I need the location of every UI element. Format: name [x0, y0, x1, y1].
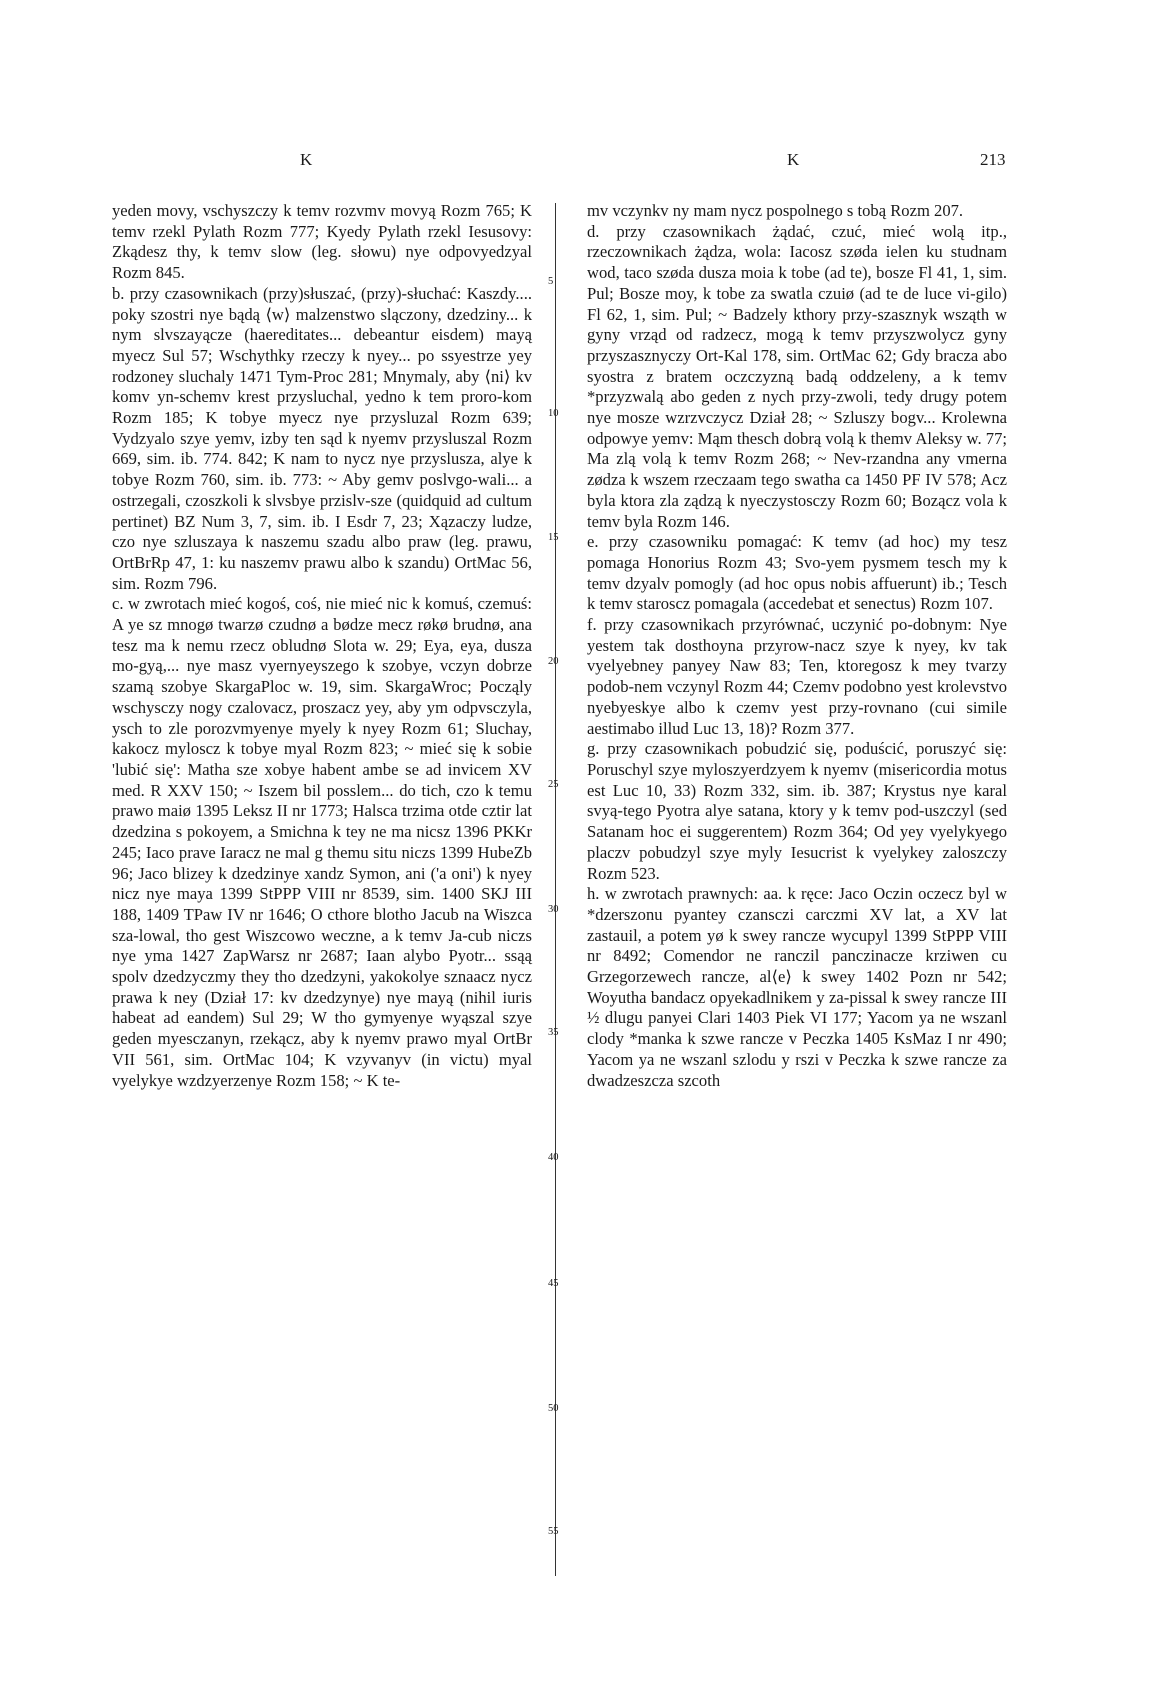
- entry-paragraph: c. w zwrotach mieć kogoś, coś, nie mieć nic k komuś, czemuś: A ye sz mnogø twarzø czudnø a bødze mecz røkø brudnø, ana tesz ma k nemu rzecz obludnø Slota w. 29; Eya, eya, dusza mo-gyą,... nye masz vyernyeyszego k szobye, vczyn dobrze szamą szobye SkargaPloc w. 19, sim. SkargaWroc; Począly wschysczy nogy czalovacz, proszacz yey, aby ym odpvsczyla, ysch to zle porozvmyenye myely k nyey Rozm 61; Sluchay, kakocz myloscz k tobye myal Rozm 823; ~ mieć się k sobie 'lubić się': Matha sze xobye habent ambe se ad invicem XV med. R XXV 150; ~ Iszem bil posslem... do tich, czo k temu prawo maiø 1395 Leksz II nr 1773; Halsca trzima otde cztir lat dzedzina s pokoyem, a Smichna k tey ne ma nicsz 1396 PKKr 245; Iaco prave Iaracz ne mal g themu situ niczs 1399 HubeZb 96; Jaco blizey k dzedzinye xandz Symon, ani ('a oni') k nyey nicz nye maya 1399 StPPP VIII nr 8539, sim. 1400 SKJ III 188, 1409 TPaw IV nr 1646; O cthore blotho Jacub na Wiszca sza-lowal, tho gest Wiszcowo weczne, a k temv Ja-cub niczs nye yma 1427 ZapWarsz nr 2687; Iaan alybo Pyotr... ssąą spolv dzedzyczmy they tho dzedzyni, yakokolye sznaacz nycz prawa k ney (Dział 17: kv dzedzynye) nye mayą (nihil iuris habeat ad eandem) Sul 29; W tho gymyenye wyąszal szye geden myesczanyn, rzekącz, aby k nyemv prawo myal OrtBr VII 561, sim. OrtMac 104; K vzyvanyv (in victu) myal vyelykye wzdzyerzenye Rozm 158; ~ K te-: [112, 594, 532, 1090]
- left-column: [112, 201, 532, 1091]
- line-number: 5: [548, 276, 554, 287]
- entry-paragraph: h. w zwrotach prawnych: aa. k ręce: Jaco Oczin oczecz byl w *dzerszonu pyantey czansczi carczmi XV lat, a XV lat zastauil, a potem yø k swey rancze wycupyl 1399 StPPP VIII nr 8492; Comendor ne ranczil panczinacze krziwen cu Grzegorzewech rancze, al⟨e⟩ k swey 1402 Pozn nr 542; Woyutha bandacz opyekadlnikem y za-pissal k swey rancze III ½ dlugu panyei Clari 1403 Piek VI 177; Yacom ya ne wszanl clody *manka k szwe rancze v Peczka 1405 KsMaz I nr 490; Yacom ya ne wszanl szlodu y rszi v Peczka k szwe rancze za dwadzeszcza szcoth: [587, 884, 1007, 1090]
- page-number: 213: [980, 150, 1006, 169]
- entry-paragraph: b. przy czasownikach (przy)słuszać, (przy)-słuchać: Kaszdy.... poky szostri nye bądą ⟨w⟩ malzenstwo slączony, dzedziny... k nym slvszayącze (haereditates... debeantur eisdem) mayą myecz Sul 57; Wschythky rzeczy k nyey... po ssyestrze yey rodzoney sluchaly 1471 Tym-Proc 281; Mnymaly, aby ⟨ni⟩ kv komv yn-schemv krest przysluchal, yedno k tem proro-kom Rozm 185; K tobye myecz nye przysluzal Rozm 639; Vydzyalo szye yemv, izby ten sąd k nyemv przysluszal Rozm 669, sim. ib. 774. 842; K nam to nycz nye przyslusza, alye k tobye Rozm 760, sim. ib. 773: ~ Aby gemv poslvgo-wali... a ostrzegali, czoszkoli k slvsbye przislv-sze (quidquid ad cultum pertinet) BZ Num 3, 7, sim. ib. I Esdr 7, 23; Xązaczy ludze, czo nye szluszaya k naszemu szadu albo praw (leg. prawu, OrtBrRp 47, 1: ku naszemv prawu albo k szandu) OrtMac 56, sim. Rozm 796.: [112, 283, 532, 593]
- entry-paragraph: g. przy czasownikach pobudzić się, poduścić, poruszyć się: Poruschyl szye myloszyerdzyem k nyemv (misericordia motus est Luc 10, 33) Rozm 332, sim. ib. 387; Krystus nye karal svyą-tego Pyotra alye satana, ktory y k temv pod-uszczyl (sed Satanam hoc ei suggerentem) Rozm 364; Od yey vyelykyego placzv pobudzyl szye myly Iesucrist k vyelykey zaloszczy Rozm 523.: [587, 739, 1007, 883]
- entry-paragraph: e. przy czasowniku pomagać: K temv (ad hoc) my tesz pomaga Honorius Rozm 43; Svo-yem pysmem tesch my k temv dzyalv pomogly (ad hoc opus nobis affuerunt) ib.; Tesch k temv staroscz pomagala (accedebat et senectus) Rozm 107.: [587, 532, 1007, 614]
- entry-paragraph: mv vczynkv ny mam nycz pospolnego s tobą Rozm 207.: [587, 201, 964, 220]
- line-number: 20: [548, 656, 559, 667]
- line-number: 40: [548, 1152, 559, 1163]
- running-head-right: K: [787, 150, 800, 169]
- line-number: 25: [548, 779, 559, 790]
- line-number: 55: [548, 1526, 559, 1537]
- line-number: 45: [548, 1278, 559, 1289]
- line-number: 30: [548, 904, 559, 915]
- entry-paragraph: d. przy czasownikach żądać, czuć, mieć wolą itp., rzeczownikach żądza, wola: Iacosz szøda ielen ku studnam wod, taco szøda dusza moia k tobe (ad te), bosze Fl 41, 1, sim. Pul; Bosze moy, k tobe za swatla czuiø (ad te de luce vi-gilo) Fl 62, 1, sim. Pul; ~ Badzely kthory przy-szasznyk wsząth w gyny vrząd od radzecz, mogą k temv przyszwolycz gyny przyszasznyczy Ort-Kal 178, sim. OrtMac 62; Gdy bracza abo syostra z bratem oczczyzną badą oddzeleny, a k temv *przyzwalą abo geden z nych przy-zwoli, tedy drugy potem nye mosze wzrzvczycz Dział 28; ~ Szluszy bogv... Krolewna odpowye yemv: Mąm thesch dobrą volą k themv Aleksy w. 77; Ma zlą volą k temv Rozm 268; ~ Nev-rzandna any vmerna zødza k wszem rzeczaam tego swatha ca 1450 PF IV 578; Acz byla ktora zla ządzą k nyeczystosczy Rozm 60; Bozącz vola k temv byla Rozm 146.: [587, 221, 1007, 531]
- running-head-left: K: [300, 150, 313, 169]
- line-number: 50: [548, 1403, 559, 1414]
- entry-paragraph: f. przy czasownikach przyrównać, uczynić po-dobnym: Nye yestem tak dosthoyna przyrow-nacz szye k nyey, kv tak vyelyebney panyey Naw 83; Ten, ktoregosz k mey tvarzy podob-nem vczynyl Rozm 44; Czemv podobno yest krolevstvo nyebyeskye albo k czemv yest przy-rovnano (cui simile aestimabo illud Luc 13, 18)? Rozm 377.: [587, 615, 1007, 738]
- right-column: [587, 201, 1007, 1091]
- line-number: 10: [548, 408, 559, 419]
- line-number: 15: [548, 532, 559, 543]
- entry-paragraph: yeden movy, vschyszczy k temv rozvmv movyą Rozm 765; K temv rzekl Pylath Rozm 777; Kyedy Pylath rzekl Iesusovy: Zkądesz thy, k temv slow (leg. słowu) nye odpovyedzyal Rozm 845.: [112, 201, 532, 283]
- line-number: 35: [548, 1027, 559, 1038]
